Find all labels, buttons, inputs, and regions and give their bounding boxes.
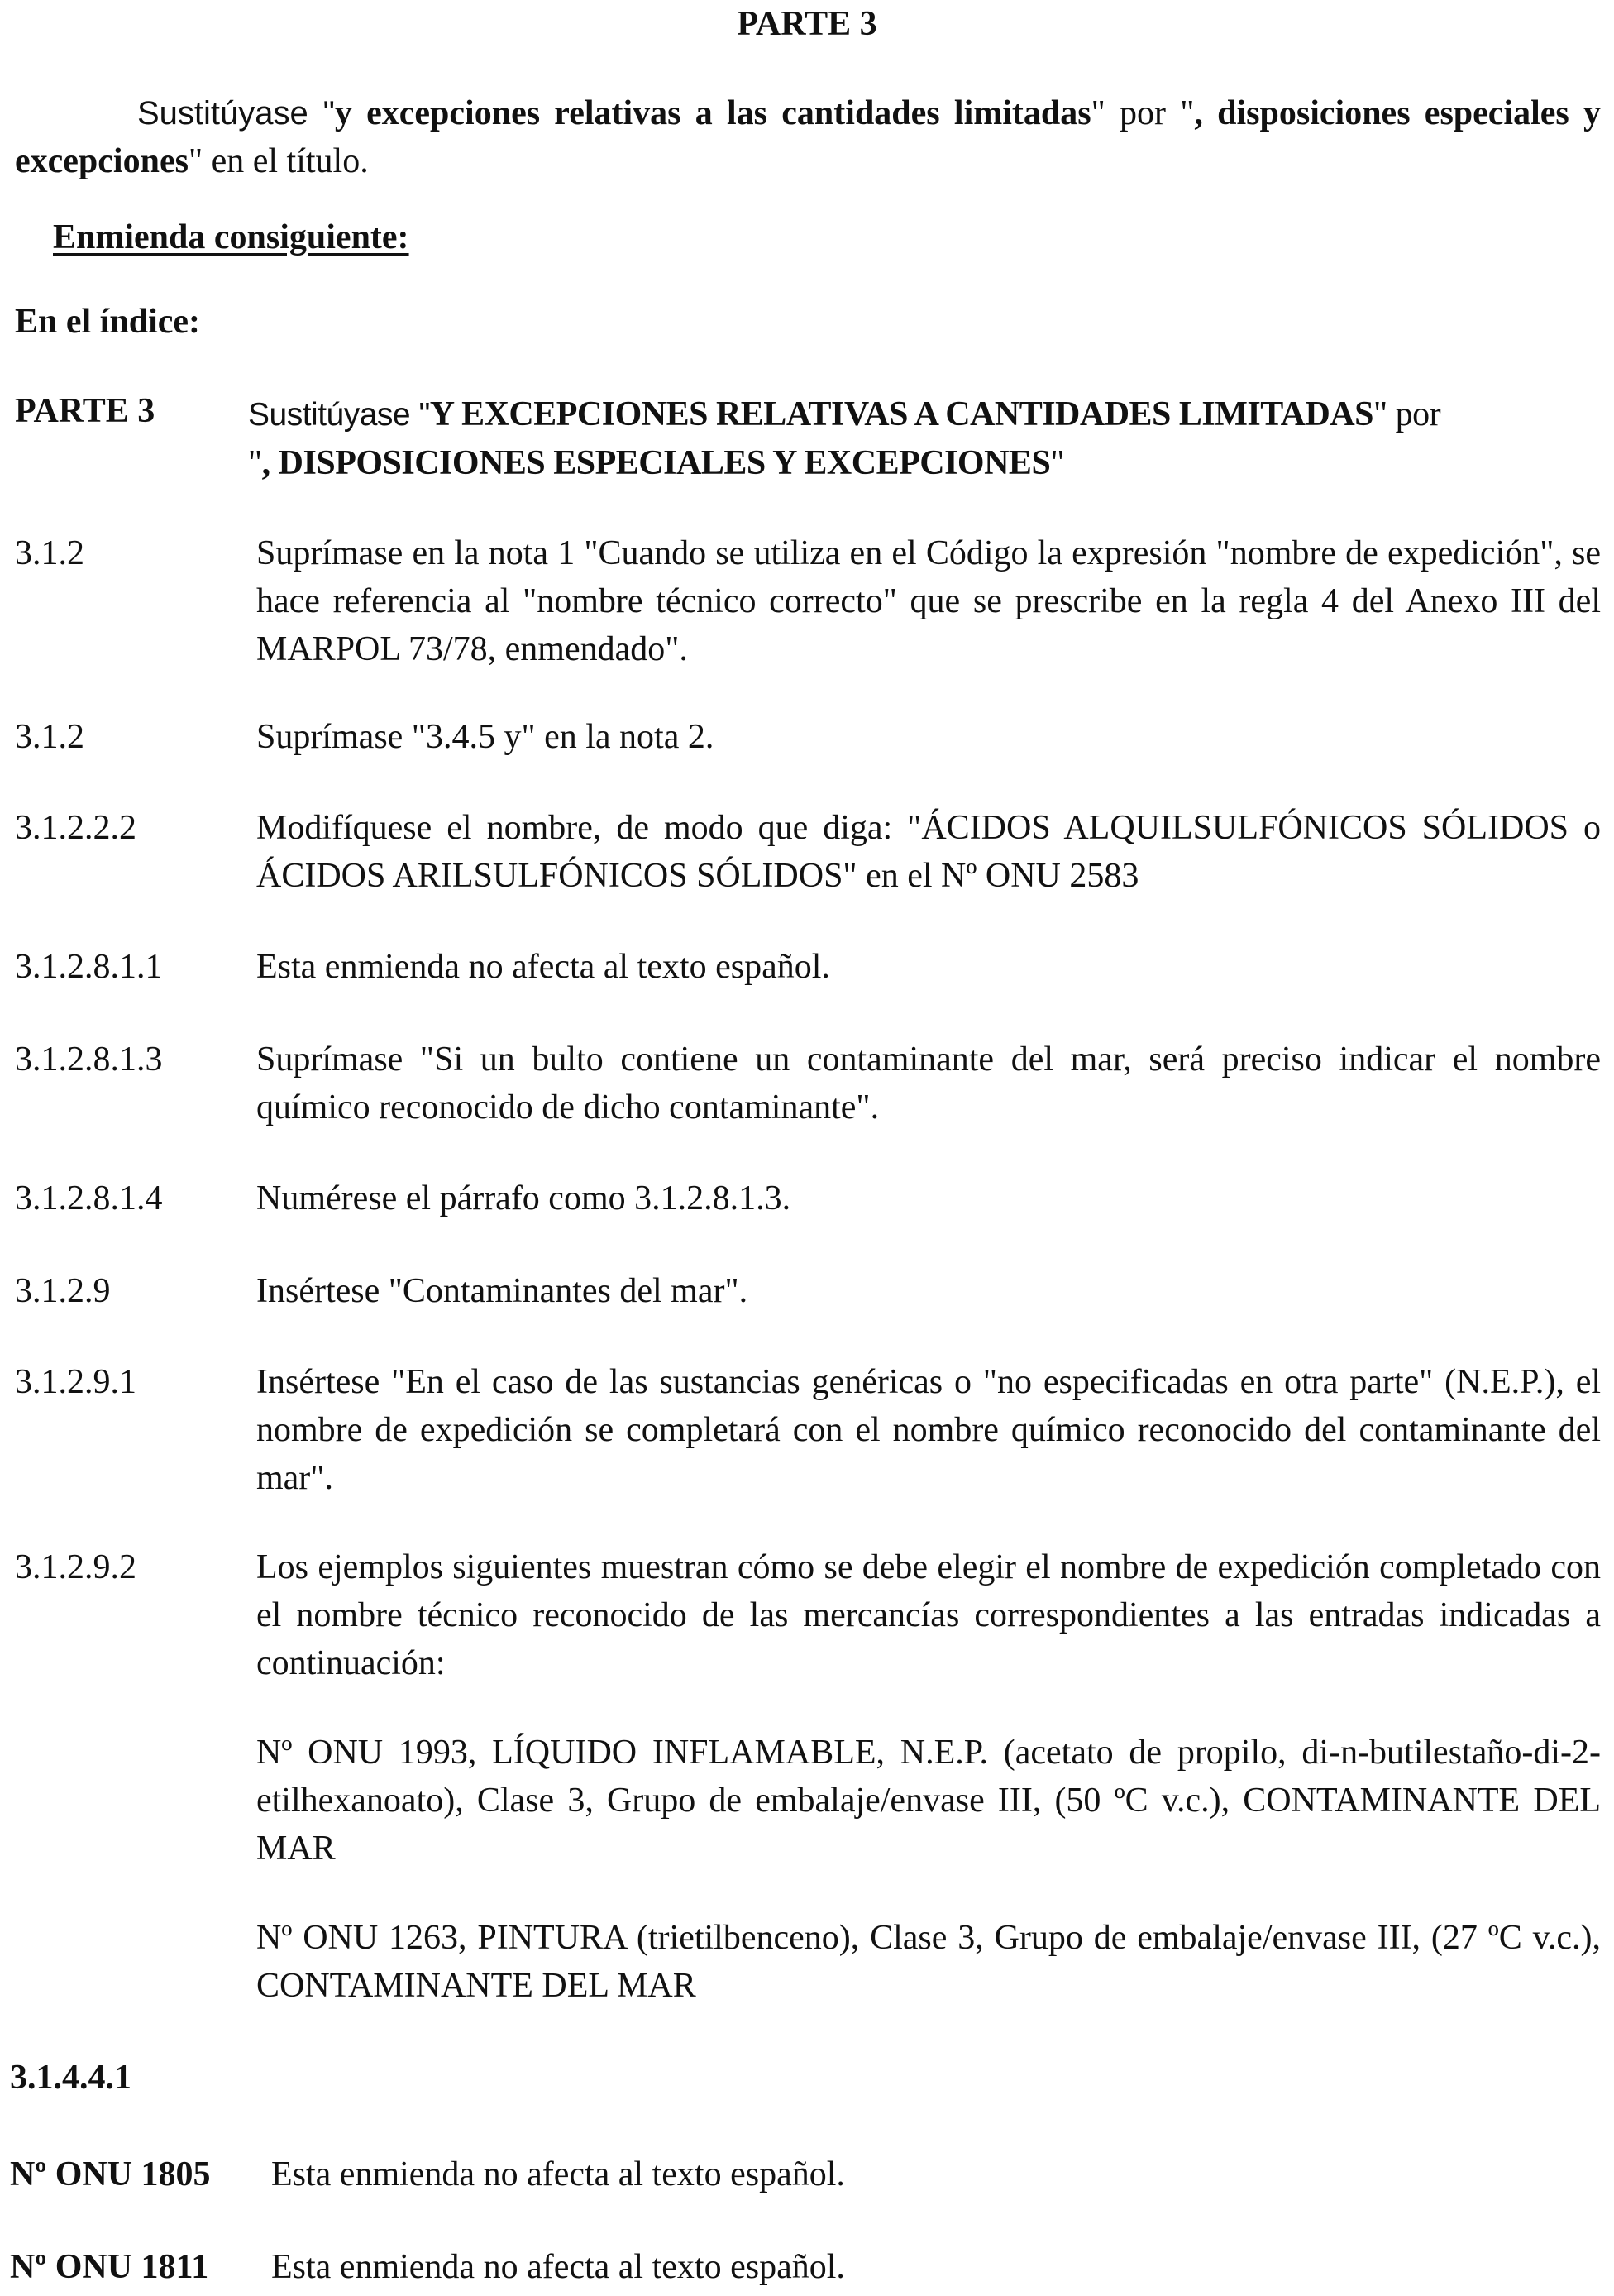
entry-number: 3.1.2.9.1	[15, 1363, 136, 1401]
entry-text: Los ejemplos siguientes muestran cómo se debe elegir el nombre de expedición completado con el nombre técnico reconocido de las mercancías correspondientes a las entradas indicadas a continuación:	[256, 1548, 1601, 1682]
intro-text-1: Sustitúyase "	[137, 95, 335, 132]
entry-text: Modifíquese el nombre, de modo que diga: "ÁCIDOS ALQUILSULFÓNICOS SÓLIDOS o ÁCIDOS ARILSULFÓNICOS SÓLIDOS" en el Nº ONU 2583	[256, 809, 1601, 895]
onu-text: Esta enmienda no afecta al texto español.	[271, 2248, 845, 2286]
entry-text: Insértese "Contaminantes del mar".	[256, 1272, 748, 1310]
parte-entry-text	[248, 390, 1604, 487]
entry-number: 3.1.2.8.1.3	[15, 1040, 163, 1079]
entry-number: 3.1.2	[15, 718, 84, 756]
entry-text: Numérese el párrafo como 3.1.2.8.1.3.	[256, 1179, 791, 1217]
parte-text-1: Sustitúyase "	[248, 397, 430, 433]
entry-text: Suprímase en la nota 1 "Cuando se utiliza en el Código la expresión "nombre de expedición", se hace referencia al "nombre técnico correcto" que se prescribe en la regla 4 del Anexo III del MARPOL 73/78, enmendado".	[256, 534, 1601, 668]
intro-bold-2: , disposiciones especiales y excepciones	[15, 94, 1602, 180]
entry-number: 3.1.2.9	[15, 1272, 111, 1310]
part-title: PARTE 3	[737, 5, 877, 43]
intro-text-2: " por "	[1091, 94, 1195, 132]
parte-text-4: "	[1050, 444, 1064, 482]
parte-bold-2: , DISPOSICIONES ESPECIALES Y EXCEPCIONES	[261, 444, 1051, 482]
example-entry: Nº ONU 1263, PINTURA (trietilbenceno), Clase 3, Grupo de embalaje/envase III, (27 ºC v.c.), CONTAMINANTE DEL MAR	[256, 1919, 1601, 2005]
entry-number: 3.1.2.8.1.1	[15, 948, 163, 986]
parte-text-3: "	[248, 444, 262, 482]
entry-text: Esta enmienda no afecta al texto español.	[256, 948, 830, 986]
onu-number: Nº ONU 1805	[10, 2155, 211, 2193]
parte-entry-label: PARTE 3	[15, 392, 155, 430]
parte-bold-1: Y EXCEPCIONES RELATIVAS A CANTIDADES LIMITADAS	[429, 395, 1374, 433]
onu-text: Esta enmienda no afecta al texto español.	[271, 2155, 845, 2193]
index-heading: En el índice:	[15, 303, 201, 341]
entry-number: 3.1.2.9.2	[15, 1548, 136, 1586]
example-entry: Nº ONU 1993, LÍQUIDO INFLAMABLE, N.E.P. (acetato de propilo, di-n-butilestaño-di-2-etilhexanoato), Clase 3, Grupo de embalaje/envase III, (50 ºC v.c.), CONTAMINANTE DEL MAR	[256, 1734, 1601, 1868]
consequent-amendment-heading: Enmienda consiguiente:	[53, 218, 409, 256]
entry-number: 3.1.2.8.1.4	[15, 1179, 163, 1217]
entry-text: Insértese "En el caso de las sustancias genéricas o "no especificadas en otra parte" (N.E.P.), el nombre de expedición se completará con el nombre químico reconocido del contaminante del mar".	[256, 1363, 1601, 1497]
section-label: 3.1.4.4.1	[10, 2059, 131, 2097]
intro-bold-1: y excepciones relativas a las cantidades limitadas	[334, 94, 1091, 132]
entry-text: Suprímase "3.4.5 y" en la nota 2.	[256, 718, 714, 756]
intro-text-3: " en el título.	[188, 142, 369, 180]
intro-paragraph	[15, 89, 1601, 185]
parte-text-2: " por	[1373, 395, 1441, 433]
entry-number: 3.1.2	[15, 534, 84, 572]
onu-number: Nº ONU 1811	[10, 2248, 209, 2286]
entry-number: 3.1.2.2.2	[15, 809, 136, 847]
entry-text: Suprímase "Si un bulto contiene un contaminante del mar, será preciso indicar el nombre químico reconocido de dicho contaminante".	[256, 1040, 1601, 1126]
